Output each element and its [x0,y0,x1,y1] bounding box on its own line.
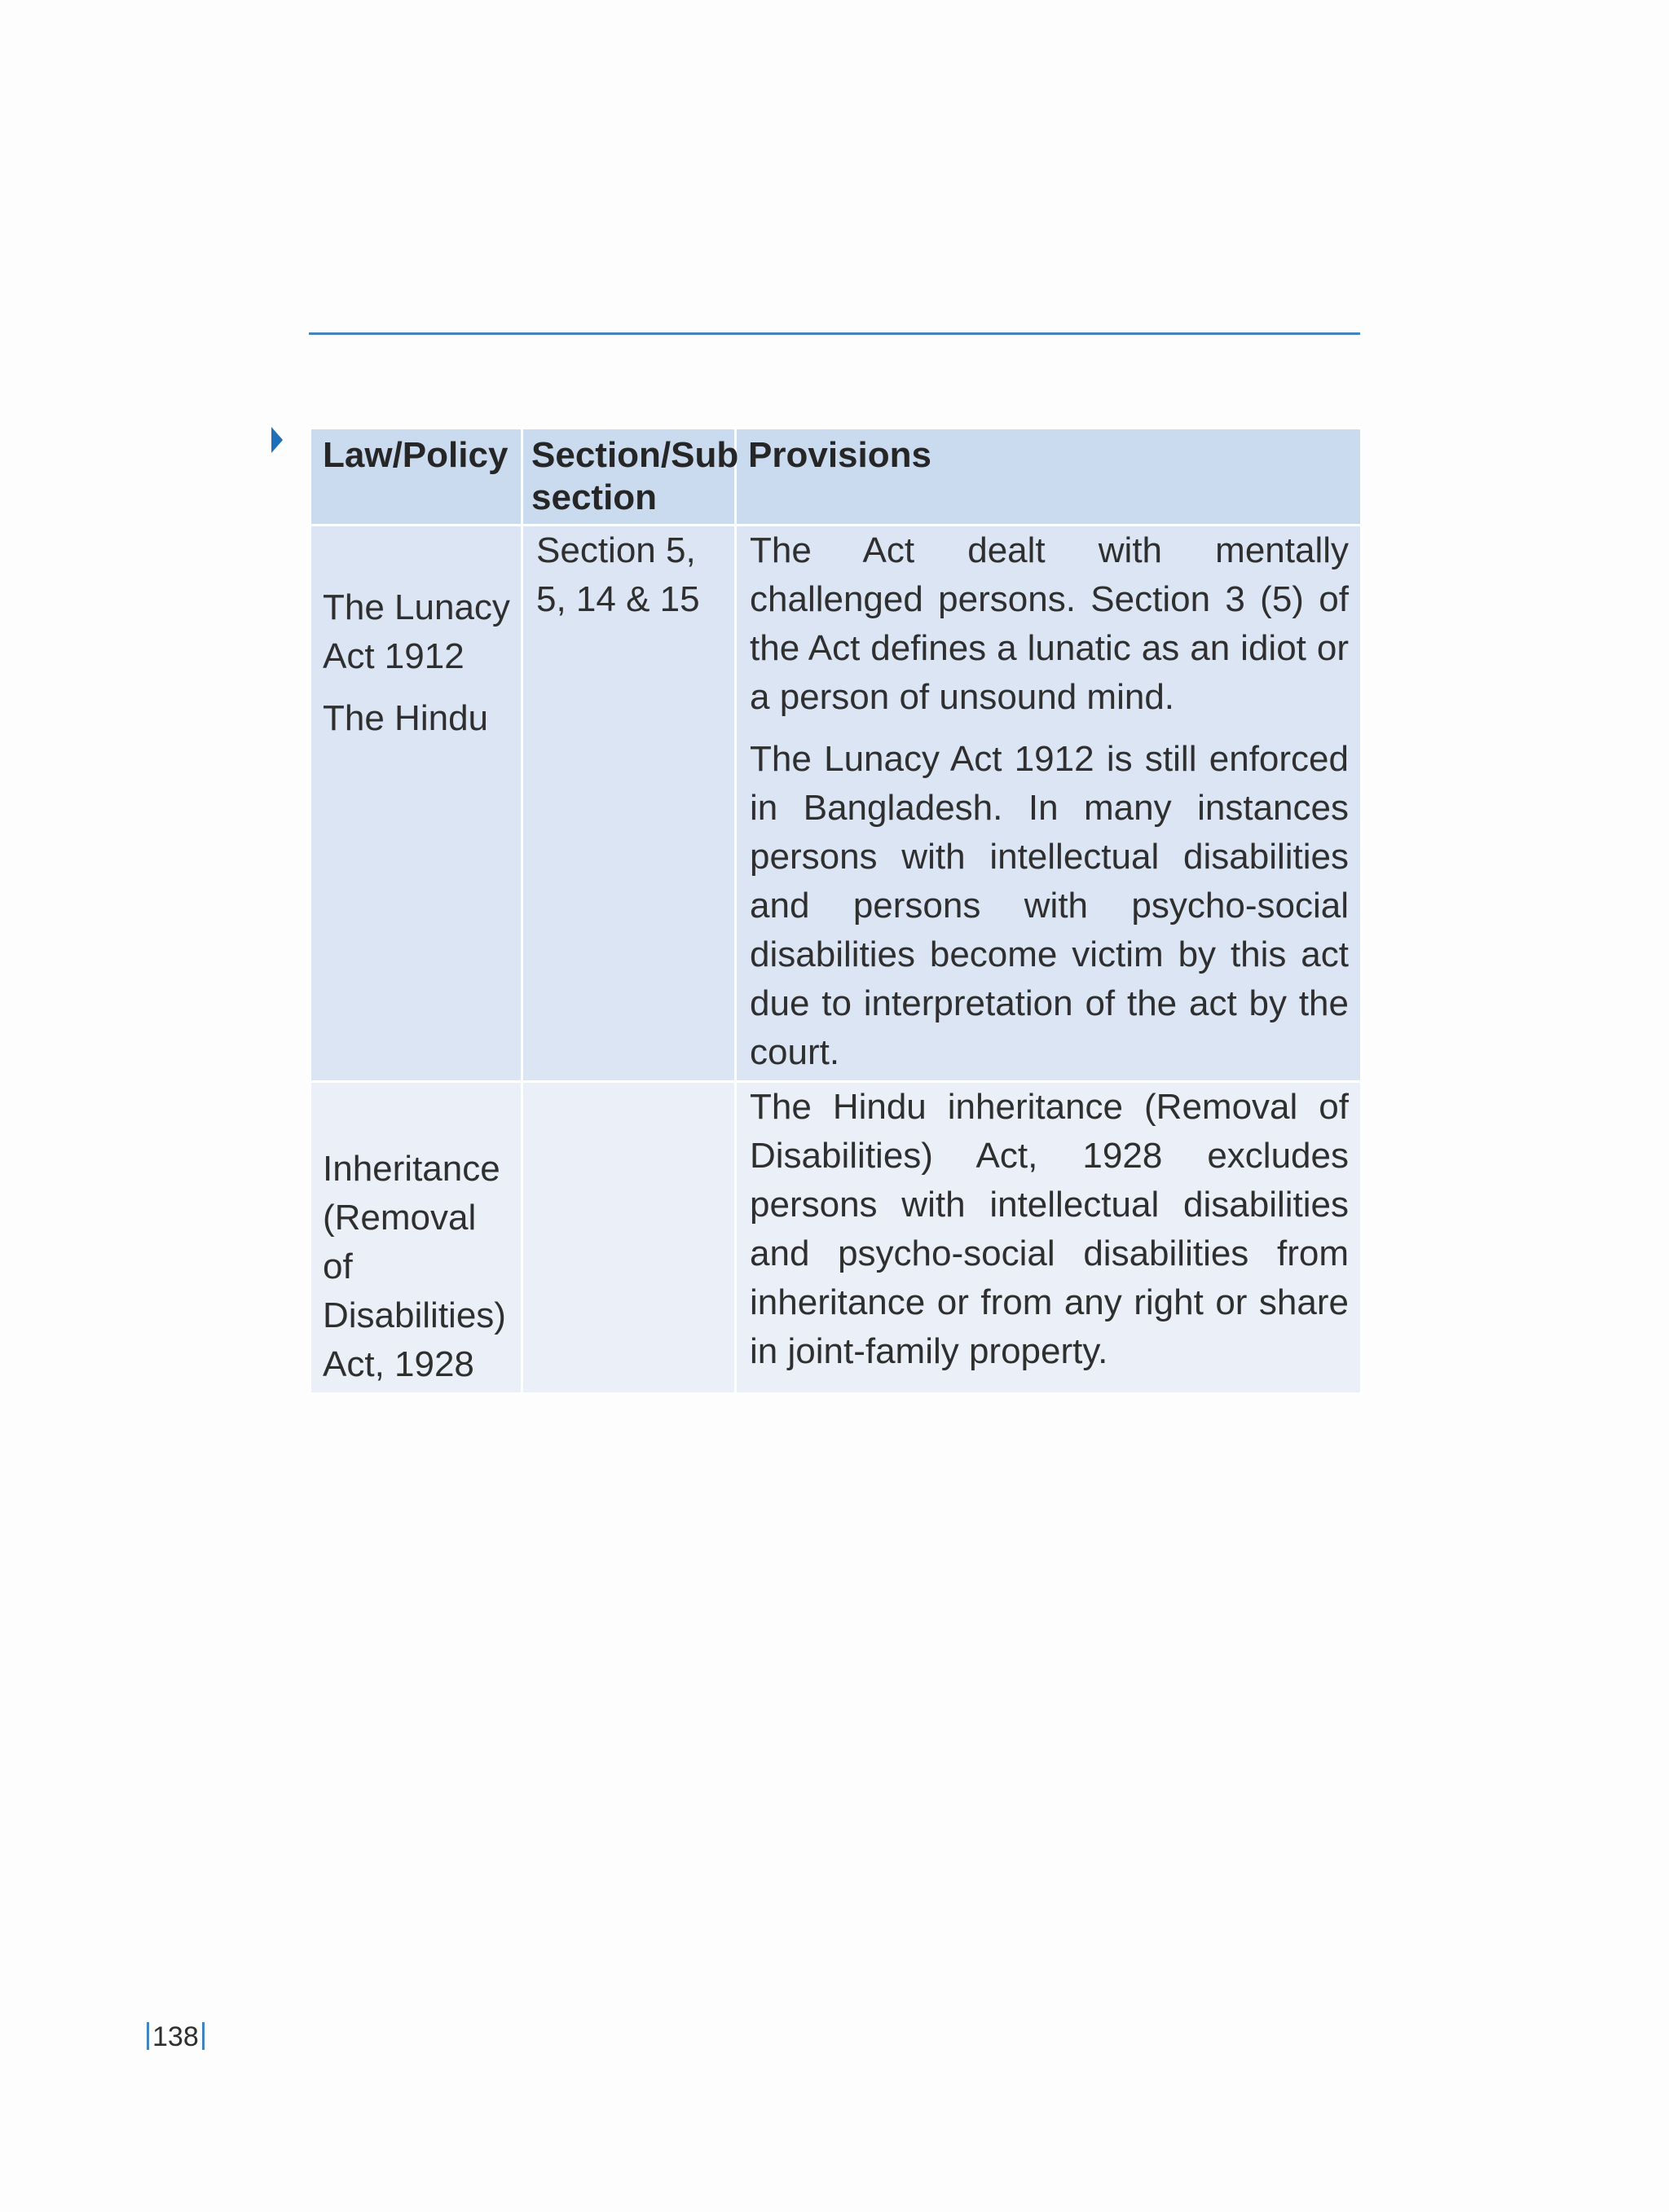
law-name-continued: The Hindu [323,698,489,738]
provisions-cell [736,1082,1362,1394]
provision-paragraph: The Act dealt with mentally challenged persons. Section 3 (5) of the Act defines a lunatic as an idiot or a person of unsound mind. [750,530,1349,717]
provisions-cell [736,526,1362,1082]
table-row [310,1082,1362,1394]
page-number-text: 138 [152,2021,199,2052]
header-rule [309,332,1360,335]
page-bar-left [147,2022,149,2050]
header-provisions: Provisions [736,429,1362,526]
header-law-policy: Law/Policy [310,429,522,526]
provision-paragraph: The Lunacy Act 1912 is still enforced in Bangladesh. In many instances persons with intellectual disabilities and persons with psycho-social disabilities become victim by this act due to interpretation of the act by the court. [750,739,1349,1072]
law-policy-table [309,427,1360,1395]
table-row [310,526,1362,1082]
section-cell: Section 5, 5, 14 & 15 [522,526,736,1082]
header-section-subsection: Section/Sub section [522,429,736,526]
law-name: The Lunacy Act 1912 [323,587,510,676]
table-header-row [310,429,1362,526]
triangle-pointer-icon [271,427,283,453]
law-name: Inheritance (Removal of Disabilities) Act, 1928 [323,1149,506,1384]
law-cell [310,1082,522,1394]
provision-paragraph: The Hindu inheritance (Removal of Disabilities) Act, 1928 excludes persons with intellectual disabilities and psycho-social disabilities from inheritance or from any right or share in joint-family property. [750,1087,1349,1371]
page-number [143,2019,208,2055]
section-cell [522,1082,736,1394]
page-bar-right [202,2022,205,2050]
law-cell [310,526,522,1082]
